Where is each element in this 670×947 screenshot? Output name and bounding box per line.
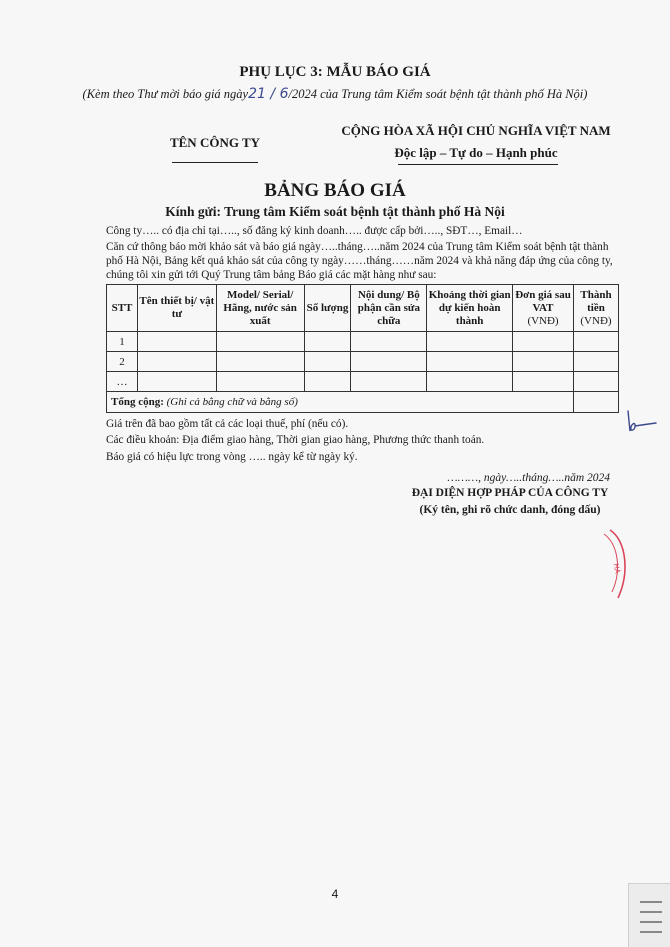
- table-total-row: [107, 392, 619, 413]
- note-validity: Báo giá có hiệu lực trong vòng ….. ngày kể từ ngày ký.: [106, 451, 358, 463]
- signature-representative: ĐẠI DIỆN HỢP PHÁP CỦA CÔNG TY: [411, 487, 609, 499]
- cell-amount: [573, 332, 618, 352]
- total-amount-cell: [573, 392, 618, 413]
- menu-bar-icon: [640, 901, 662, 903]
- subtitle-text-before: (Kèm theo Thư mời báo giá ngày: [82, 87, 249, 101]
- cell-unit-price: [513, 332, 574, 352]
- header-unit-price: [513, 285, 574, 332]
- row-stt: …: [107, 372, 138, 392]
- cell-content: [351, 352, 427, 372]
- cell-content: [351, 372, 427, 392]
- total-label: Tổng cộng:: [111, 396, 164, 408]
- header-unit-price-label: Đơn giá sau VAT: [515, 288, 571, 314]
- cell-content: [351, 332, 427, 352]
- stamp-text: HÀ: [611, 562, 622, 575]
- signature-date: ………, ngày…..tháng…..năm 2024: [447, 472, 610, 484]
- cell-time: [427, 352, 513, 372]
- red-stamp-icon: [600, 526, 630, 606]
- appendix-subtitle: [0, 86, 670, 102]
- note-tax: Giá trên đã bao gồm tất cả các loại thuế, phí (nếu có).: [106, 418, 349, 430]
- cell-time: [427, 372, 513, 392]
- country-name: CỘNG HÒA XÃ HỘI CHỦ NGHĨA VIỆT NAM: [341, 123, 611, 138]
- side-menu-button[interactable]: [628, 883, 670, 947]
- subtitle-text-after: /2024 của Trung tâm Kiểm soát bệnh tật thành phố Hà Nội): [288, 87, 588, 101]
- row-stt: 1: [107, 332, 138, 352]
- header-amount-unit: (VNĐ): [580, 314, 612, 327]
- header-time: Khoảng thời gian dự kiến hoàn thành: [427, 285, 513, 332]
- header-model: Model/ Serial/ Hãng, nước sản xuất: [216, 285, 304, 332]
- header-item: Tên thiết bị/ vật tư: [137, 285, 216, 332]
- menu-bar-icon: [640, 921, 662, 923]
- recipient-line: Kính gửi: Trung tâm Kiểm soát bệnh tật thành phố Hà Nội: [165, 204, 505, 219]
- page-number: 4: [331, 887, 339, 901]
- cell-item: [137, 332, 216, 352]
- basis-paragraph: Căn cứ thông báo mời khảo sát và báo giá ngày…..tháng…..năm 2024 của Trung tâm Kiểm soát bệnh tật thành phố Hà Nội, Bảng kết quả khảo sát của công ty ngày……tháng……năm 2024 và khả năng đáp ứng của công ty, chúng tôi xin gửi tới Quý Trung tâm bảng Báo giá các mặt hàng như sau:: [106, 241, 613, 281]
- header-quantity: Số lượng: [304, 285, 351, 332]
- cell-unit-price: [513, 372, 574, 392]
- company-name: TÊN CÔNG TY: [169, 135, 261, 150]
- appendix-title: PHỤ LỤC 3: MẪU BÁO GIÁ: [239, 64, 431, 80]
- header-amount-label: Thành tiền: [580, 288, 612, 314]
- cell-unit-price: [513, 352, 574, 372]
- quote-table: [106, 284, 619, 413]
- table-row: [107, 372, 619, 392]
- cell-model: [216, 352, 304, 372]
- cell-amount: [573, 352, 618, 372]
- cell-item: [137, 352, 216, 372]
- document-title: BẢNG BÁO GIÁ: [264, 180, 406, 201]
- motto-underline: [398, 164, 558, 165]
- cell-item: [137, 372, 216, 392]
- national-motto: Độc lập – Tự do – Hạnh phúc: [394, 145, 558, 160]
- signature-instruction: (Ký tên, ghi rõ chức danh, đóng dấu): [419, 504, 601, 516]
- handwritten-initial-icon: [622, 407, 658, 435]
- header-content: Nội dung/ Bộ phận cần sửa chữa: [351, 285, 427, 332]
- header-stt: STT: [107, 285, 138, 332]
- header-amount: [573, 285, 618, 332]
- cell-time: [427, 332, 513, 352]
- table-header-row: [107, 285, 619, 332]
- company-underline: [172, 162, 258, 163]
- header-unit-price-unit: (VNĐ): [527, 314, 559, 327]
- table-row: [107, 332, 619, 352]
- row-stt: 2: [107, 352, 138, 372]
- note-terms: Các điều khoản: Địa điểm giao hàng, Thời gian giao hàng, Phương thức thanh toán.: [106, 434, 485, 446]
- company-info-paragraph: Công ty….. có địa chỉ tại….., số đăng ký kinh doanh….. được cấp bởi….., SĐT…, Email…: [106, 225, 523, 237]
- cell-model: [216, 372, 304, 392]
- menu-bar-icon: [640, 931, 662, 933]
- table-row: [107, 352, 619, 372]
- cell-quantity: [304, 352, 351, 372]
- cell-model: [216, 332, 304, 352]
- total-label-cell: [107, 392, 574, 413]
- handwritten-month: 6: [279, 86, 289, 102]
- cell-quantity: [304, 332, 351, 352]
- cell-quantity: [304, 372, 351, 392]
- handwritten-separator: /: [265, 86, 280, 102]
- cell-amount: [573, 372, 618, 392]
- handwritten-day: 21: [248, 86, 266, 102]
- total-note: (Ghi cả bằng chữ và bằng số): [166, 396, 298, 408]
- menu-bar-icon: [640, 911, 662, 913]
